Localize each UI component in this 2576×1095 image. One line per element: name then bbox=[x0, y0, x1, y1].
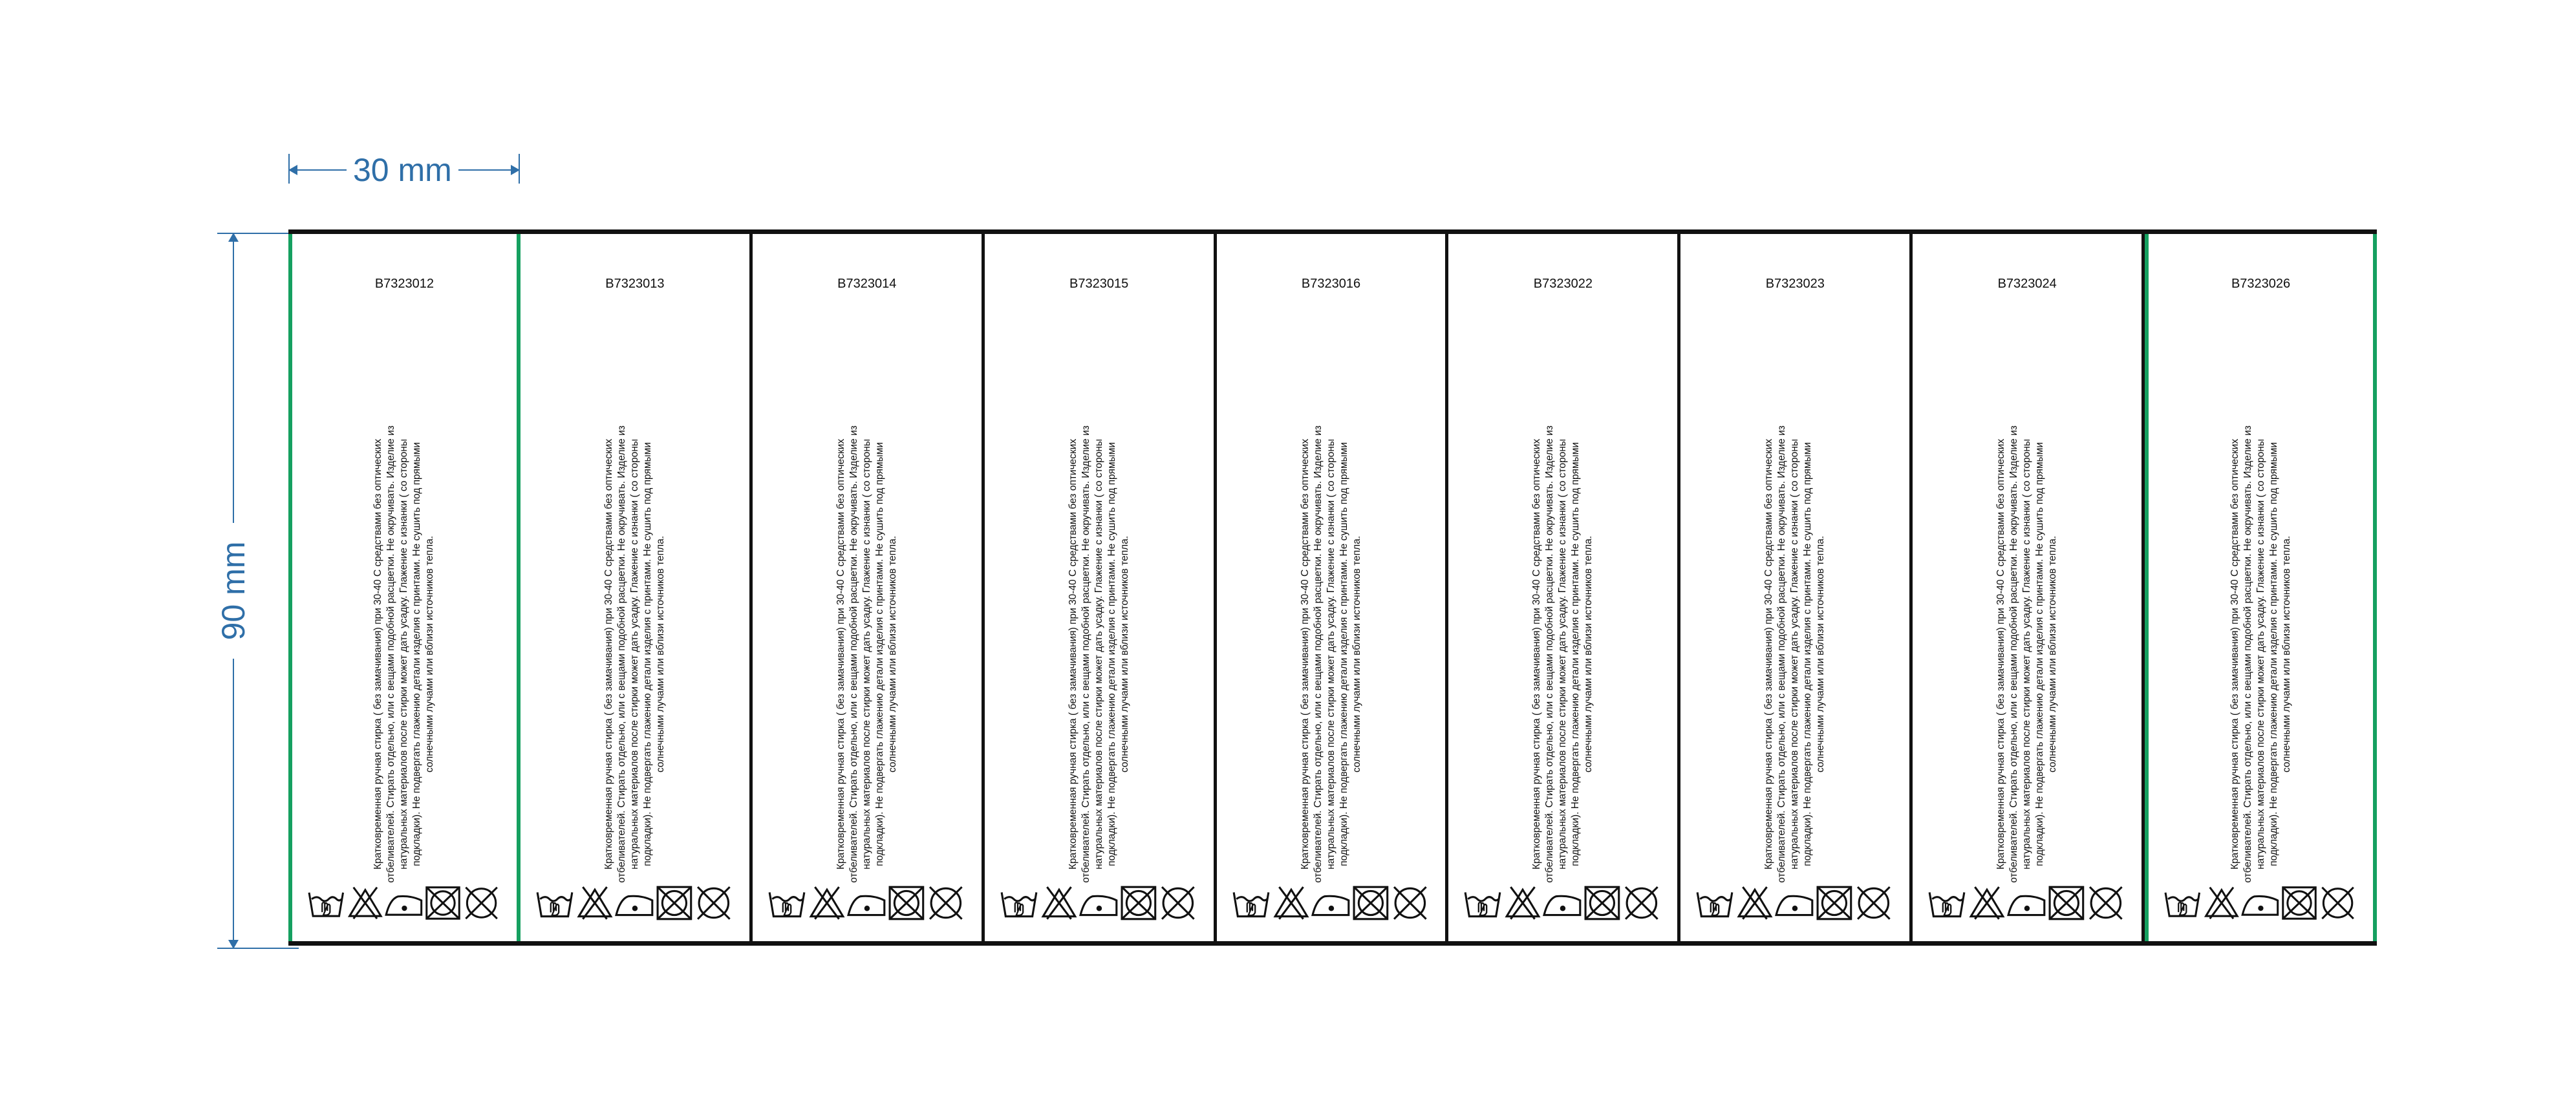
iron-low-icon bbox=[1313, 896, 1349, 915]
no-bleach-icon bbox=[1739, 887, 1772, 919]
iron-low-icon bbox=[848, 896, 885, 915]
care-instructions bbox=[1763, 421, 1827, 887]
article-code: B7323014 bbox=[837, 277, 897, 291]
care-label bbox=[753, 234, 985, 941]
arrow-right-icon bbox=[511, 165, 520, 175]
care-text: Кратковременная ручная стирка ( без замачивания) при 30-40 С средствами без оптических отбеливателей. Стирать отдельно, или с вещами подобной расцветки. Не окручивать. Изделие из натуральных материалов после стирки может дать усадку. Глажение с изнанки ( со стороны подкладки). Не подвергать глажению детали изделия с принтами. Не сушить под прямыми солнечными лучами или вблизи источников тепла. bbox=[2229, 425, 2292, 883]
article-code: B7323012 bbox=[374, 277, 435, 291]
no-dry-clean-icon bbox=[1626, 887, 1658, 919]
care-symbols bbox=[535, 883, 735, 923]
care-label bbox=[2145, 234, 2377, 941]
arrow-down-icon bbox=[228, 940, 239, 949]
article-code: B7323022 bbox=[1533, 277, 1593, 291]
no-bleach-icon bbox=[811, 887, 843, 919]
no-dry-clean-icon bbox=[930, 887, 962, 919]
care-instructions bbox=[1995, 421, 2059, 887]
article-code: B7323016 bbox=[1301, 277, 1361, 291]
care-text: Кратковременная ручная стирка ( без замачивания) при 30-40 С средствами без оптических отбеливателей. Стирать отдельно, или с вещами подобной расцветки. Не окручивать. Изделие из натуральных материалов после стирки может дать усадку. Глажение с изнанки ( со стороны подкладки). Не подвергать глажению детали изделия с принтами. Не сушить под прямыми солнечными лучами или вблизи источников тепла. bbox=[603, 425, 666, 883]
care-symbols bbox=[1231, 883, 1432, 923]
care-symbols bbox=[767, 883, 967, 923]
no-dry-clean-icon bbox=[1162, 887, 1194, 919]
care-text: Кратковременная ручная стирка ( без замачивания) при 30-40 С средствами без оптических отбеливателей. Стирать отдельно, или с вещами подобной расцветки. Не окручивать. Изделие из натуральных материалов после стирки может дать усадку. Глажение с изнанки ( со стороны подкладки). Не подвергать глажению детали изделия с принтами. Не сушить под прямыми солнечными лучами или вблизи источников тепла. bbox=[1531, 425, 1594, 883]
care-text: Кратковременная ручная стирка ( без замачивания) при 30-40 С средствами без оптических отбеливателей. Стирать отдельно, или с вещами подобной расцветки. Не окручивать. Изделие из натуральных материалов после стирки может дать усадку. Глажение с изнанки ( со стороны подкладки). Не подвергать глажению детали изделия с принтами. Не сушить под прямыми солнечными лучами или вблизи источников тепла. bbox=[372, 425, 436, 883]
height-dimension bbox=[207, 233, 259, 949]
no-dry-clean-icon bbox=[2322, 888, 2353, 919]
care-label bbox=[985, 234, 1217, 941]
height-label: 90 mm bbox=[214, 523, 253, 659]
no-bleach-icon bbox=[1275, 887, 1307, 919]
no-tumble-dry-icon bbox=[658, 887, 691, 919]
iron-low-icon bbox=[1544, 896, 1580, 915]
care-instructions bbox=[372, 421, 436, 887]
label-strip bbox=[288, 229, 2377, 946]
care-symbols bbox=[2163, 883, 2359, 923]
care-text: Кратковременная ручная стирка ( без замачивания) при 30-40 С средствами без оптических отбеливателей. Стирать отдельно, или с вещами подобной расцветки. Не окручивать. Изделие из натуральных материалов после стирки может дать усадку. Глажение с изнанки ( со стороны подкладки). Не подвергать глажению детали изделия с принтами. Не сушить под прямыми солнечными лучами или вблизи источников тепла. bbox=[1299, 425, 1362, 883]
width-dimension bbox=[288, 149, 520, 187]
no-dry-clean-icon bbox=[2090, 887, 2122, 919]
hand-wash-icon bbox=[309, 893, 343, 916]
iron-low-icon bbox=[2242, 896, 2278, 915]
hand-wash-icon bbox=[1002, 892, 1036, 916]
arrow-left-icon bbox=[288, 165, 297, 175]
hand-wash-icon bbox=[1466, 892, 1501, 916]
care-text: Кратковременная ручная стирка ( без замачивания) при 30-40 С средствами без оптических отбеливателей. Стирать отдельно, или с вещами подобной расцветки. Не окручивать. Изделие из натуральных материалов после стирки может дать усадку. Глажение с изнанки ( со стороны подкладки). Не подвергать глажению детали изделия с принтами. Не сушить под прямыми солнечными лучами или вблизи источников тепла. bbox=[1995, 425, 2059, 883]
no-bleach-icon bbox=[1971, 887, 2003, 919]
hand-wash-icon bbox=[1697, 892, 1732, 916]
no-bleach-icon bbox=[579, 887, 611, 919]
article-code: B7323013 bbox=[605, 277, 665, 291]
hand-wash-icon bbox=[1929, 892, 1964, 916]
care-symbols bbox=[1463, 883, 1663, 923]
care-symbols bbox=[999, 883, 1199, 923]
no-tumble-dry-icon bbox=[427, 888, 459, 919]
no-tumble-dry-icon bbox=[1354, 887, 1388, 919]
no-tumble-dry-icon bbox=[1818, 887, 1851, 919]
care-symbols bbox=[1927, 883, 2127, 923]
article-code: B7323026 bbox=[2231, 277, 2291, 291]
hand-wash-icon bbox=[537, 892, 572, 916]
no-dry-clean-icon bbox=[698, 887, 730, 919]
no-bleach-icon bbox=[1043, 887, 1075, 919]
arrow-up-icon bbox=[228, 233, 239, 242]
care-label bbox=[521, 234, 753, 941]
no-bleach-icon bbox=[350, 888, 381, 919]
iron-low-icon bbox=[1776, 896, 1812, 915]
no-dry-clean-icon bbox=[1394, 887, 1426, 919]
article-code: B7323023 bbox=[1765, 277, 1825, 291]
care-text: Кратковременная ручная стирка ( без замачивания) при 30-40 С средствами без оптических отбеливателей. Стирать отдельно, или с вещами подобной расцветки. Не окручивать. Изделие из натуральных материалов после стирки может дать усадку. Глажение с изнанки ( со стороны подкладки). Не подвергать глажению детали изделия с принтами. Не сушить под прямыми солнечными лучами или вблизи источников тепла. bbox=[835, 425, 898, 883]
care-symbols bbox=[306, 883, 502, 923]
hand-wash-icon bbox=[2165, 893, 2200, 916]
no-dry-clean-icon bbox=[1858, 887, 1890, 919]
iron-low-icon bbox=[616, 896, 652, 915]
care-instructions bbox=[1530, 421, 1595, 887]
care-instructions bbox=[2229, 421, 2293, 887]
care-label bbox=[288, 234, 521, 941]
iron-low-icon bbox=[1080, 896, 1117, 915]
iron-low-icon bbox=[2008, 896, 2045, 915]
care-symbols bbox=[1695, 883, 1895, 923]
no-tumble-dry-icon bbox=[1586, 887, 1620, 919]
no-tumble-dry-icon bbox=[2050, 887, 2083, 919]
article-code: B7323024 bbox=[1997, 277, 2057, 291]
care-label bbox=[1448, 234, 1680, 941]
hand-wash-icon bbox=[769, 892, 804, 916]
care-label bbox=[1217, 234, 1449, 941]
no-bleach-icon bbox=[1507, 887, 1540, 919]
no-tumble-dry-icon bbox=[1122, 887, 1155, 919]
care-text: Кратковременная ручная стирка ( без замачивания) при 30-40 С средствами без оптических отбеливателей. Стирать отдельно, или с вещами подобной расцветки. Не окручивать. Изделие из натуральных материалов после стирки может дать усадку. Глажение с изнанки ( со стороны подкладки). Не подвергать глажению детали изделия с принтами. Не сушить под прямыми солнечными лучами или вблизи источников тепла. bbox=[1067, 425, 1130, 883]
care-label bbox=[1680, 234, 1913, 941]
no-tumble-dry-icon bbox=[2283, 888, 2315, 919]
iron-low-icon bbox=[386, 896, 422, 915]
article-code: B7323015 bbox=[1069, 277, 1129, 291]
care-instructions bbox=[835, 421, 899, 887]
care-instructions bbox=[603, 421, 667, 887]
no-tumble-dry-icon bbox=[890, 887, 923, 919]
hand-wash-icon bbox=[1234, 892, 1269, 916]
width-label: 30 mm bbox=[347, 152, 458, 188]
care-instructions bbox=[1067, 421, 1132, 887]
care-text: Кратковременная ручная стирка ( без замачивания) при 30-40 С средствами без оптических отбеливателей. Стирать отдельно, или с вещами подобной расцветки. Не окручивать. Изделие из натуральных материалов после стирки может дать усадку. Глажение с изнанки ( со стороны подкладки). Не подвергать глажению детали изделия с принтами. Не сушить под прямыми солнечными лучами или вблизи источников тепла. bbox=[1763, 425, 1827, 883]
care-label bbox=[1913, 234, 2145, 941]
no-bleach-icon bbox=[2206, 888, 2237, 919]
care-instructions bbox=[1299, 421, 1364, 887]
no-dry-clean-icon bbox=[466, 888, 497, 919]
